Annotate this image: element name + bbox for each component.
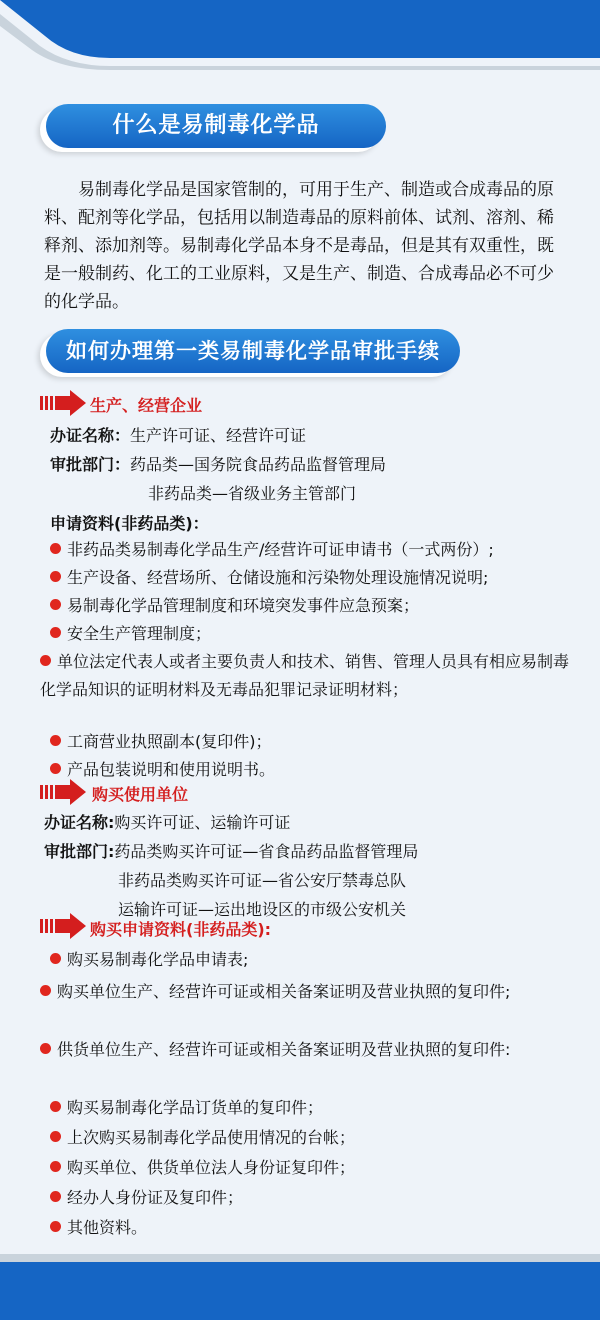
buyer-materials-title: 购买申请资料(非药品类):	[90, 920, 272, 939]
intro-paragraph: 易制毒化学品是国家管制的，可用于生产、制造或合成毒品的原料、配剂等化学品，包括用以制造毒品的原料前体、试剂、溶剂、稀释剂、添加剂等。易制毒化学品本身不是毒品，但是其有双重性，既是一般制药、化工的工业原料，又是生产、制造、合成毒品必不可少的化学品。	[44, 180, 554, 312]
list-item-text: 购买易制毒化学品订货单的复印件；	[67, 1098, 324, 1117]
buyer-cert-label: 办证名称:	[44, 813, 115, 832]
list-item	[50, 1154, 570, 1182]
list-item	[50, 564, 570, 592]
bullet-dot-icon	[50, 735, 61, 746]
list-item-text: 其他资料。	[67, 1218, 148, 1237]
list-item-text: 非药品类易制毒化学品生产/经营许可证申请书（一式两份）;	[67, 540, 494, 559]
list-item	[40, 648, 570, 704]
bottom-decorative-band	[0, 1254, 600, 1320]
producer-dept-label: 审批部门：	[50, 455, 131, 474]
buyer-dept-row	[44, 839, 418, 862]
arrow-right-icon	[40, 913, 86, 939]
buyer-dept-label: 审批部门:	[44, 842, 115, 861]
bullet-dot-icon	[50, 1161, 61, 1172]
list-item-text: 单位法定代表人或者主要负责人和技术、销售、管理人员具有相应易制毒化学品知识的证明材料及无毒品犯罪记录证明材料；	[40, 652, 570, 699]
list-item	[50, 1214, 570, 1242]
buyer-dept-line1: 药品类购买许可证—省食品药品监督管理局	[114, 842, 419, 861]
buyer-cert-row	[44, 810, 290, 833]
list-item-text: 上次购买易制毒化学品使用情况的台帐；	[67, 1128, 356, 1147]
arrow-right-icon	[40, 779, 86, 805]
buyer-subtitle: 购买使用单位	[92, 785, 189, 804]
list-item-text: 经办人身份证及复印件；	[67, 1188, 244, 1207]
bullet-dot-icon	[50, 953, 61, 964]
list-item-text: 供货单位生产、经营许可证或相关备案证明及营业执照的复印件:	[57, 1040, 511, 1059]
bullet-dot-icon	[50, 571, 61, 582]
producer-materials-label: 申请资料(非药品类)：	[50, 514, 209, 533]
list-item-text: 易制毒化学品管理制度和环境突发事件应急预案；	[67, 596, 420, 615]
top-decorative-band	[0, 0, 600, 70]
list-item	[40, 978, 570, 1006]
bullet-dot-icon	[50, 1221, 61, 1232]
list-item-text: 购买单位生产、经营许可证或相关备案证明及营业执照的复印件;	[57, 982, 511, 1001]
list-item	[40, 1036, 570, 1064]
list-item	[50, 1124, 570, 1152]
producer-cert-label: 办证名称：	[50, 426, 131, 445]
list-item	[50, 756, 570, 784]
list-item-text: 产品包装说明和使用说明书。	[67, 760, 276, 779]
bullet-dot-icon	[50, 599, 61, 610]
bullet-dot-icon	[50, 1191, 61, 1202]
list-item	[50, 1184, 570, 1212]
list-item	[50, 620, 570, 648]
producer-cert-row	[50, 423, 306, 446]
bullet-dot-icon	[40, 655, 51, 666]
arrow-right-icon	[40, 390, 86, 416]
producer-dept-line2: 非药品类—省级业务主管部门	[148, 484, 357, 503]
bullet-dot-icon	[50, 1131, 61, 1142]
list-item	[50, 592, 570, 620]
bullet-dot-icon	[40, 985, 51, 996]
list-item-text: 工商营业执照副本(复印件)；	[67, 732, 272, 751]
list-item	[50, 946, 570, 974]
producer-dept-row	[50, 452, 386, 475]
bullet-dot-icon	[50, 543, 61, 554]
list-item-text: 生产设备、经营场所、仓储设施和污染物处理设施情况说明;	[67, 568, 489, 587]
producer-subtitle: 生产、经营企业	[90, 396, 203, 415]
list-item	[50, 536, 570, 564]
bullet-dot-icon	[50, 763, 61, 774]
buyer-dept-line2: 非药品类购买许可证—省公安厅禁毒总队	[118, 871, 407, 890]
section-heading-how-to-apply: 如何办理第一类易制毒化学品审批手续	[46, 329, 460, 373]
bullet-dot-icon	[40, 1043, 51, 1054]
list-item-text: 购买易制毒化学品申请表;	[67, 950, 249, 969]
bullet-dot-icon	[50, 1101, 61, 1112]
section-heading-what-is: 什么是易制毒化学品	[46, 104, 386, 148]
bullet-dot-icon	[50, 627, 61, 638]
producer-dept-line1: 药品类—国务院食品药品监督管理局	[130, 455, 387, 474]
list-item-text: 购买单位、供货单位法人身份证复印件；	[67, 1158, 356, 1177]
buyer-cert-value: 购买许可证、运输许可证	[114, 813, 291, 832]
list-item	[50, 1094, 570, 1122]
producer-cert-value: 生产许可证、经营许可证	[130, 426, 307, 445]
list-item	[50, 728, 570, 756]
buyer-dept-line3: 运输许可证—运出地设区的市级公安机关	[118, 900, 407, 919]
list-item-text: 安全生产管理制度；	[67, 624, 212, 643]
